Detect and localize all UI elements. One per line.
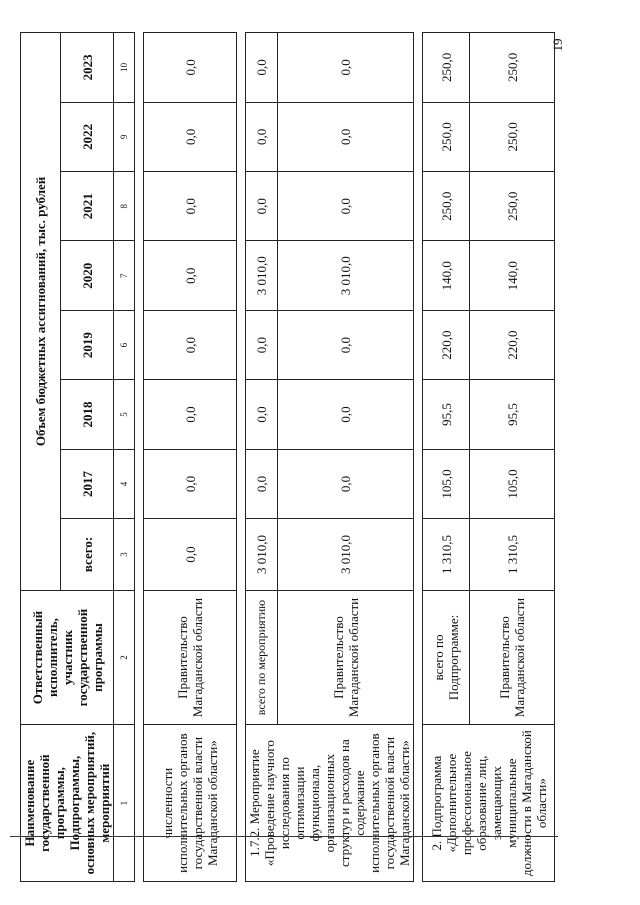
row-name: численности исполнительных органов государственной власти Магаданской области» (144, 725, 237, 882)
value-cell: 3 010,0 (246, 241, 278, 310)
index-cell: 9 (114, 102, 135, 171)
index-cell: 1 (114, 725, 135, 882)
value-cell: 0,0 (144, 310, 237, 379)
gap-row (135, 33, 144, 882)
index-cell: 10 (114, 33, 135, 103)
value-cell: 0,0 (278, 33, 414, 103)
header-budget: Объем бюджетных ассигнований, тыс. рублей (21, 33, 61, 591)
value-cell: 250,0 (423, 33, 470, 103)
header-year: 2023 (61, 33, 114, 103)
value-cell: 0,0 (278, 310, 414, 379)
value-cell: 0,0 (144, 449, 237, 518)
value-cell: 0,0 (246, 449, 278, 518)
header-year: 2021 (61, 172, 114, 241)
budget-table (20, 32, 555, 882)
value-cell: 0,0 (278, 380, 414, 449)
row-executor: Правительство Магаданской области (278, 590, 414, 724)
value-cell: 0,0 (144, 241, 237, 310)
value-cell: 140,0 (470, 241, 555, 310)
row-executor: Правительство Магаданской области (470, 590, 555, 724)
value-cell: 0,0 (278, 172, 414, 241)
value-cell: 95,5 (470, 380, 555, 449)
index-cell: 6 (114, 310, 135, 379)
header-total: всего: (61, 519, 114, 591)
header-year: 2020 (61, 241, 114, 310)
header-row-1 (21, 33, 61, 882)
header-year: 2018 (61, 380, 114, 449)
value-cell: 3 010,0 (246, 519, 278, 591)
index-cell: 4 (114, 449, 135, 518)
value-cell: 220,0 (423, 310, 470, 379)
header-year: 2019 (61, 310, 114, 379)
rotated-page (20, 38, 610, 882)
scan-edge-line (10, 836, 558, 837)
value-cell: 0,0 (246, 310, 278, 379)
value-cell: 250,0 (423, 172, 470, 241)
table-row (144, 33, 237, 882)
value-cell: 140,0 (423, 241, 470, 310)
index-row (114, 33, 135, 882)
index-cell: 3 (114, 519, 135, 591)
index-cell: 8 (114, 172, 135, 241)
value-cell: 0,0 (246, 33, 278, 103)
index-cell: 5 (114, 380, 135, 449)
value-cell: 0,0 (144, 380, 237, 449)
row-name: 1.7.2. Мероприятие «Проведение научного исследования по оптимизации функционала, организационных структур и расходов на содержание исполнительных органов государственной власти Магаданской области» (246, 725, 414, 882)
row-executor: всего по Подпрограмме: (423, 590, 470, 724)
value-cell: 250,0 (470, 102, 555, 171)
value-cell: 0,0 (278, 102, 414, 171)
header-name: Наименование государственной программы, Подпрограммы, основных мероприятий, мероприятий (21, 725, 114, 882)
value-cell: 220,0 (470, 310, 555, 379)
row-executor: всего по мероприятию (246, 590, 278, 724)
table-row (423, 33, 470, 882)
index-cell: 2 (114, 590, 135, 724)
value-cell: 0,0 (144, 172, 237, 241)
table-row (246, 33, 278, 882)
row-name: 2. Подпрограмма «Дополнительное профессиональное образование лиц, замещающих муниципальные должности в Магаданской области» (423, 725, 555, 882)
value-cell: 250,0 (423, 102, 470, 171)
header-year: 2022 (61, 102, 114, 171)
value-cell: 0,0 (144, 519, 237, 591)
value-cell: 1 310,5 (470, 519, 555, 591)
row-executor: Правительство Магаданской области (144, 590, 237, 724)
value-cell: 3 010,0 (278, 519, 414, 591)
gap-row (414, 33, 423, 882)
index-cell: 7 (114, 241, 135, 310)
value-cell: 105,0 (470, 449, 555, 518)
value-cell: 1 310,5 (423, 519, 470, 591)
value-cell: 0,0 (278, 449, 414, 518)
value-cell: 0,0 (246, 380, 278, 449)
value-cell: 250,0 (470, 33, 555, 103)
value-cell: 250,0 (470, 172, 555, 241)
value-cell: 0,0 (246, 172, 278, 241)
value-cell: 0,0 (144, 33, 237, 103)
page-number: 19 (550, 38, 565, 52)
value-cell: 3 010,0 (278, 241, 414, 310)
gap-row (237, 33, 246, 882)
value-cell: 0,0 (246, 102, 278, 171)
header-executor: Ответственный исполнитель, участник государственной программы (21, 590, 114, 724)
header-year: 2017 (61, 449, 114, 518)
value-cell: 95,5 (423, 380, 470, 449)
value-cell: 0,0 (144, 102, 237, 171)
value-cell: 105,0 (423, 449, 470, 518)
